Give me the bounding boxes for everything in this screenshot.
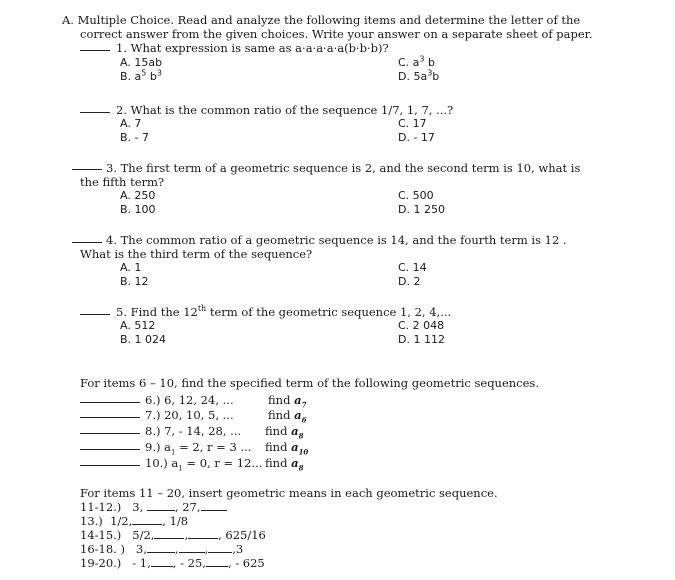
answer-blank-11[interactable] [147,500,175,511]
q3-choice-b: B. 100 [120,203,156,216]
question-5: 5. Find the 12th term of the geometric sequence 1, 2, 4,... [116,304,452,319]
q1-choice-c: C. $a^3$ b [398,54,435,69]
answer-blank-19[interactable] [151,556,173,567]
answer-blank-20[interactable] [206,556,228,567]
answer-blank-2[interactable] [80,102,110,113]
answer-blank-15[interactable] [188,528,218,539]
q4-choice-b: B. 12 [120,275,149,288]
item-7-sequence: 7.) 20, 10, 5, ... [145,408,234,422]
q2-choice-c: C. 17 [398,117,427,130]
answer-blank-16[interactable] [147,542,175,553]
items-11-20-intro: For items 11 – 20, insert geometric means in each geometric sequence. [80,486,498,500]
q5-choice-b: B. 1 024 [120,333,167,346]
section-title-line2: correct answer from the given choices. Write your answer on a separate sheet of paper. [80,27,593,41]
answer-blank-17[interactable] [179,542,205,553]
answer-blank-6[interactable] [80,392,140,403]
question-4-line1: 4. The common ratio of a geometric sequence is 14, and the fourth term is 12 . [106,233,567,247]
item-10-sequence: 10.) $a_1 = 0$, r = 12... [145,456,263,473]
q4-choice-d: D. 2 [398,275,421,288]
q4-choice-a: A. 1 [120,261,142,274]
q2-choice-b: B. - 7 [120,131,150,144]
q3-choice-c: C. 500 [398,189,434,202]
answer-blank-1[interactable] [80,40,110,51]
answer-blank-7[interactable] [80,407,140,418]
answer-blank-12[interactable] [201,500,227,511]
item-7-find: find $a_6$ [268,408,307,425]
q3-choice-a: A. 250 [120,189,156,202]
item-8-find: find $a_8$ [265,424,304,441]
question-3-line1: 3. The first term of a geometric sequence is 2, and the second term is 10, what is [106,161,581,175]
item-6-find: find $a_7$ [268,393,307,410]
item-6-sequence: 6.) 6, 12, 24, ... [145,393,234,407]
item-14-15: 14-15.) 5/2, , , 625/16 [80,528,266,542]
item-13: 13.) 1/2, , 1/8 [80,514,189,528]
item-10-find: find $a_8$ [265,456,304,473]
q2-choice-a: A. 7 [120,117,142,130]
q5-choice-d: D. 1 112 [398,333,445,346]
q5-choice-a: A. 512 [120,319,156,332]
q1-choice-d: D. $5a^3b$ [398,68,440,83]
answer-blank-3[interactable] [72,159,102,170]
item-16-18: 16-18. ) 3, , , ,3 [80,542,244,556]
answer-blank-13[interactable] [132,514,162,525]
items-6-10-intro: For items 6 – 10, find the specified term of the following geometric sequences. [80,376,539,390]
answer-blank-8[interactable] [80,423,140,434]
answer-blank-4[interactable] [72,232,102,243]
question-2: 2. What is the common ratio of the sequence 1/7, 1, 7, ...? [116,103,454,117]
answer-blank-10[interactable] [80,455,140,466]
section-title-line1: A. Multiple Choice. Read and analyze the following items and determine the letter of the [62,13,581,27]
answer-blank-9[interactable] [80,439,140,450]
q2-choice-d: D. - 17 [398,131,435,144]
q1-choice-a: A. 15ab [120,56,163,69]
question-1: 1. What expression is same as a·a·a·a·a(b·b·b)? [116,41,389,55]
item-19-20: 19-20.) - 1, , - 25, , - 625 [80,556,265,570]
q5-choice-c: C. 2 048 [398,319,445,332]
item-9-find: find $a_{10}$ [265,440,309,457]
question-3-line2: the fifth term? [80,175,165,189]
question-4-line2: What is the third term of the sequence? [80,247,313,261]
item-9-sequence: 9.) $a_1 = 2$, r = 3 ... [145,440,252,457]
answer-blank-14[interactable] [154,528,184,539]
q3-choice-d: D. 1 250 [398,203,445,216]
item-8-sequence: 8.) 7, - 14, 28, ... [145,424,242,438]
answer-blank-5[interactable] [80,304,110,315]
q1-choice-b: B. $a^5$ $b^3$ [120,68,162,83]
item-11-12: 11-12.) 3, , 27, [80,500,227,514]
answer-blank-18[interactable] [208,542,232,553]
q4-choice-c: C. 14 [398,261,427,274]
